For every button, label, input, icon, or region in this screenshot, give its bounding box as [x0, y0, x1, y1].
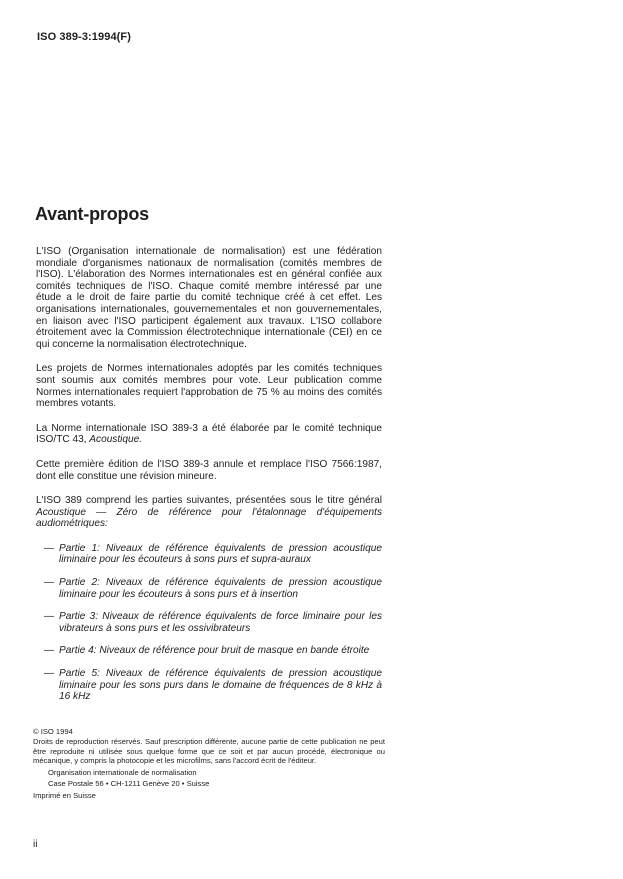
- part-text: Partie 4: Niveaux de référence pour bruit de masque en bande étroite: [59, 645, 370, 657]
- part-text: Partie 2: Niveaux de référence équivalents de pression acoustique liminaire pour les écouteurs à sons purs et à insertion: [59, 577, 382, 600]
- paragraph-parts-intro: [36, 495, 382, 530]
- list-item: [36, 577, 382, 600]
- paragraph-voting: Les projets de Normes internationales adoptés par les comités techniques sont soumis aux comités membres pour vote. Leur publication comme Normes internationales requiert l'approbation de 75 % au moins des comités membres votants.: [36, 363, 382, 410]
- series-title: Acoustique — Zéro de référence pour l'étalonnage d'équipements audiométriques:: [36, 506, 382, 530]
- paragraph-edition: Cette première édition de l'ISO 389-3 annule et remplace l'ISO 7566:1987, dont elle constitue une révision mineure.: [36, 458, 382, 482]
- dash-bullet: —: [44, 611, 55, 623]
- list-item: [36, 645, 382, 657]
- paragraph-committee-text: La Norme internationale ISO 389-3 a été élaborée par le comité technique ISO/TC 43,: [36, 422, 382, 446]
- copyright-block: [33, 727, 385, 800]
- body-column: [36, 246, 382, 714]
- dash-bullet: —: [44, 668, 55, 680]
- list-item: [36, 543, 382, 566]
- list-item: [36, 611, 382, 634]
- paragraph-intro: L'ISO (Organisation internationale de normalisation) est une fédération mondiale d'organismes nationaux de normalisation (comités membres de l'ISO). L'élaboration des Normes internationales est en général confiée aux comités techniques de l'ISO. Chaque comité membre intéressé par une étude a le droit de faire partie du comité technique créé à cet effet. Les organisations internationales, gouvernementales et non gouvernementales, en liaison avec l'ISO participent également aux travaux. L'ISO collabore étroitement avec la Commission électrotechnique internationale (CEI) en ce qui concerne la normalisation électrotechnique.: [36, 246, 382, 350]
- copyright-line: © ISO 1994: [33, 727, 73, 736]
- part-text: Partie 3: Niveaux de référence équivalents de force liminaire pour les vibrateurs à sons purs et les ossivibrateurs: [59, 611, 382, 634]
- section-title: Avant-propos: [35, 204, 149, 224]
- paragraph-committee: [36, 423, 382, 446]
- parts-intro-text: L'ISO 389 comprend les parties suivantes, présentées sous le titre général: [36, 495, 382, 507]
- document-id: ISO 389-3:1994(F): [37, 31, 132, 43]
- dash-bullet: —: [44, 542, 55, 554]
- part-text: Partie 5: Niveaux de référence équivalents de pression acoustique liminaire pour les sons purs dans le domaine de fréquences de 8 kHz à 16 kHz: [59, 668, 382, 703]
- dash-bullet: —: [44, 645, 55, 657]
- parts-list: [36, 543, 382, 703]
- list-item: [36, 668, 382, 703]
- dash-bullet: —: [44, 577, 55, 589]
- part-text: Partie 1: Niveaux de référence équivalents de pression acoustique liminaire pour les écouteurs à sons purs et supra-auraux: [59, 542, 382, 566]
- organisation-name: Organisation internationale de normalisation: [48, 768, 197, 778]
- page-number: ii: [33, 839, 38, 850]
- rights-notice: Droits de reproduction réservés. Sauf prescription différente, aucune partie de cette publication ne peut être reproduite ni utilisée sous quelque forme que ce soit et par aucun procédé, électronique ou mécanique, y compris la photocopie et les microfilms, sans l'accord écrit de l'éditeur.: [33, 737, 385, 765]
- committee-name: Acoustique.: [89, 434, 143, 446]
- printed-in: Imprimé en Suisse: [33, 790, 96, 800]
- postal-address: Case Postale 56 • CH-1211 Genève 20 • Suisse: [48, 779, 210, 789]
